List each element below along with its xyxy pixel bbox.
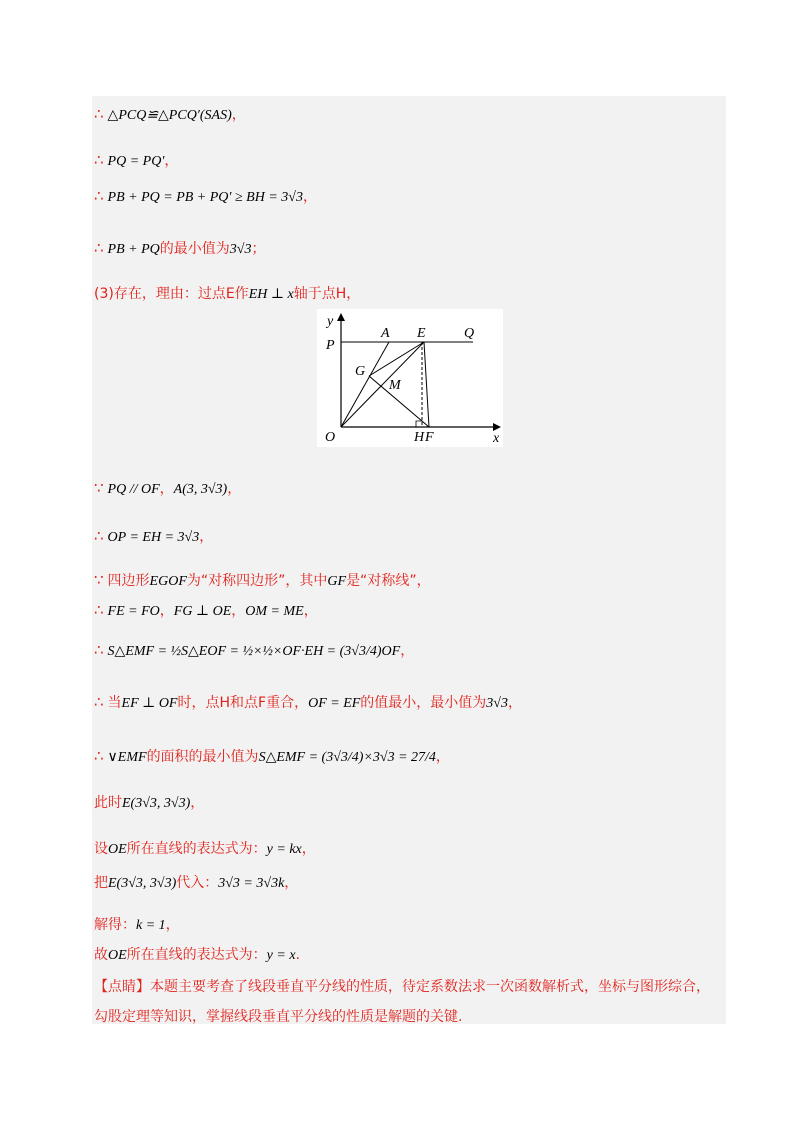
label-a: A: [381, 326, 390, 341]
math-expression: y = kx: [266, 842, 302, 857]
solution-line: [94, 692, 522, 712]
punctuation: ，: [507, 695, 522, 711]
text: 所在直线的表达式为：: [126, 841, 267, 857]
therefore-symbol: ∴: [94, 601, 104, 619]
math-expression: EGOF: [149, 574, 187, 589]
commentary-text: 【点睛】本题主要考查了线段垂直平分线的性质，待定系数法求一次函数解析式，坐标与图形综合，: [94, 979, 710, 995]
right-angle-mark: [416, 421, 422, 427]
therefore-symbol: ∴: [94, 239, 104, 257]
text: 把: [94, 875, 108, 891]
text: 故: [94, 947, 108, 963]
label-x: x: [493, 431, 500, 446]
solution-line: [94, 186, 317, 206]
punctuation: ，: [302, 189, 317, 205]
punctuation: ，: [303, 603, 318, 619]
punctuation: .: [295, 947, 300, 963]
therefore-symbol: ∴: [94, 527, 104, 545]
math-expression: EF ⊥ OF: [121, 696, 178, 711]
text: 当: [107, 695, 122, 711]
punctuation: ，: [435, 749, 450, 765]
label-g: G: [355, 364, 366, 379]
solution-line: [94, 526, 213, 546]
therefore-symbol: ∴: [94, 105, 104, 123]
solution-line: [94, 640, 414, 660]
text: ，: [159, 603, 174, 619]
solution-line: [94, 838, 316, 858]
commentary-line: [94, 976, 710, 996]
label-q: Q: [464, 326, 475, 341]
solution-line: [94, 478, 241, 498]
math-expression: k = 1: [136, 918, 166, 933]
y-axis-arrow: [337, 313, 345, 321]
segment-ge: [369, 342, 424, 376]
label-y: y: [327, 314, 334, 329]
text: 解得：: [94, 917, 136, 933]
solution-line: [94, 238, 265, 258]
math-expression: E(3√3, 3√3): [122, 796, 191, 811]
label-o: O: [325, 430, 336, 445]
math-expression: FG ⊥ OE: [173, 604, 232, 619]
math-expression: 3√3: [486, 696, 508, 711]
label-p: P: [326, 338, 335, 353]
solution-line: [94, 872, 298, 892]
text: 轴于点H，: [293, 286, 361, 302]
text: (3)存在，理由：过点E作: [94, 286, 249, 302]
solution-line: [94, 944, 300, 964]
text: 的最小值为: [159, 241, 230, 257]
because-symbol: ∵: [94, 571, 104, 589]
text: ，: [231, 603, 246, 619]
segment-oe: [341, 342, 424, 427]
therefore-symbol: ∴: [94, 693, 104, 711]
math-expression: △PCQ≌△PCQ′(SAS): [107, 108, 232, 123]
therefore-symbol: ∴: [94, 747, 104, 765]
punctuation: ，: [231, 107, 246, 123]
text: 四边形: [107, 573, 150, 589]
label-f: F: [425, 430, 434, 445]
commentary-line: [94, 1006, 462, 1026]
math-expression: GF: [327, 574, 347, 589]
text: 的面积的最小值为: [146, 749, 259, 765]
math-expression: FE = FO: [107, 604, 160, 619]
math-expression: 3√3: [229, 242, 252, 257]
punctuation: ；: [251, 241, 266, 257]
solution-line: [94, 746, 450, 766]
punctuation: ，: [227, 481, 242, 497]
text: 设: [94, 841, 108, 857]
text: 此时: [94, 795, 122, 811]
solution-line: [94, 283, 360, 303]
solution-line: [94, 150, 178, 170]
label-h: H: [414, 430, 425, 445]
therefore-symbol: ∴: [94, 641, 104, 659]
solution-line: [94, 104, 246, 124]
punctuation: ，: [199, 529, 214, 545]
math-expression: y = x: [266, 948, 296, 963]
text: ，: [159, 481, 174, 497]
math-expression: S△EMF = ½S△EOF = ½×½×OF·EH = (3√3/4)OF: [107, 644, 401, 659]
punctuation: ，: [164, 153, 179, 169]
math-expression: A(3, 3√3): [173, 482, 228, 497]
text: 为“对称四边形”，其中: [186, 573, 328, 589]
text: 的值最小，最小值为: [360, 695, 487, 711]
math-expression: OE: [108, 842, 127, 857]
commentary-text: 勾股定理等知识，掌握线段垂直平分线的性质是解题的关键.: [94, 1009, 463, 1025]
label-e: E: [417, 326, 426, 341]
segment-ef: [424, 342, 429, 427]
label-m: M: [389, 378, 401, 393]
text: 所在直线的表达式为：: [126, 947, 267, 963]
solution-line: [94, 600, 318, 620]
coordinate-diagram: [317, 309, 503, 447]
math-expression: EH ⊥ x: [248, 287, 294, 302]
solution-line: [94, 914, 180, 934]
math-expression: PB + PQ = PB + PQ′ ≥ BH = 3√3: [107, 190, 303, 205]
punctuation: ，: [165, 917, 180, 933]
punctuation: ，: [400, 643, 415, 659]
punctuation: ，: [301, 841, 316, 857]
math-expression: 3√3 = 3√3k: [218, 876, 285, 891]
therefore-symbol: ∴: [94, 187, 104, 205]
math-expression: PQ = PQ′: [107, 154, 165, 169]
punctuation: ，: [190, 795, 205, 811]
geometry-figure: [317, 309, 503, 447]
because-symbol: ∵: [94, 479, 104, 497]
math-expression: PQ // OF: [107, 482, 160, 497]
math-expression: S△EMF = (3√3/4)×3√3 = 27/4: [258, 750, 436, 765]
segment-oa: [341, 342, 389, 427]
math-expression: OM = ME: [245, 604, 304, 619]
solution-line: [94, 792, 204, 812]
solution-line: [94, 570, 431, 590]
math-expression: OP = EH = 3√3: [107, 530, 200, 545]
math-expression: OE: [108, 948, 127, 963]
text: 时，点H和点F重合，: [177, 695, 309, 711]
math-expression: E(3√3, 3√3): [108, 876, 177, 891]
math-expression: PB + PQ: [107, 242, 160, 257]
text: 代入：: [176, 875, 219, 891]
punctuation: ，: [284, 875, 299, 891]
math-expression: ∨EMF: [107, 750, 147, 765]
therefore-symbol: ∴: [94, 151, 104, 169]
text: 是“对称线”，: [346, 573, 431, 589]
x-axis-arrow: [493, 423, 501, 431]
math-expression: OF = EF: [308, 696, 361, 711]
